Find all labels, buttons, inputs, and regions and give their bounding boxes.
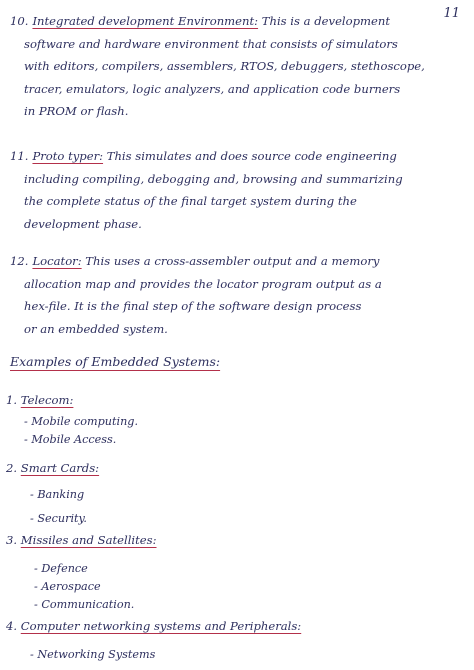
item-text-line: software and hardware environment that consists of simulators [24,36,398,51]
category-sub-item: - Mobile computing. [24,415,138,428]
item-text-line: allocation map and provides the locator program output as a [24,276,382,291]
section-heading: Examples of Embedded Systems: [10,354,221,369]
category-sub-item: - Mobile Access. [24,433,117,446]
item-term: Proto typer: [32,149,104,163]
category-title: Telecom: [20,393,74,407]
example-category-telecom [6,390,73,410]
category-sub-item: - Security. [30,512,87,525]
item-number: 11. [10,149,29,163]
category-sub-item: - Banking [30,488,85,501]
item-text-line: with editors, compilers, assemblers, RTOS, debuggers, stethoscope, [24,59,425,73]
item-number: 10. [10,14,29,28]
category-title: Missiles and Satellites: [20,533,157,547]
item-text-line: This uses a cross-assembler output and a memory [81,254,380,268]
category-number: 2. [6,461,18,475]
definition-item-locator [10,250,466,340]
item-text-line: the complete status of the final target system during the [24,194,357,208]
category-number: 1. [6,393,18,407]
item-text-line: or an embedded system. [24,321,168,336]
category-sub-item: - Defence [34,562,88,575]
category-title: Computer networking systems and Peripherals: [20,619,302,633]
item-number: 12. [10,254,29,268]
example-category-smart-cards [6,458,99,478]
category-number: 3. [6,533,18,547]
item-first-line [10,145,466,168]
item-first-line [10,10,466,33]
item-text-line: This is a development [258,14,391,28]
category-title: Smart Cards: [20,461,100,475]
item-text-line: development phase. [24,216,142,231]
category-sub-item: - Aerospace [34,580,101,593]
example-category-computer-networking [6,616,301,636]
item-term: Locator: [32,254,82,268]
category-number: 4. [6,619,18,633]
category-sub-item: - Communication. [34,598,135,611]
item-text-line: including compiling, debogging and, browsing and summarizing [24,171,403,186]
definition-item-proto-typer [10,145,466,235]
item-text-line: hex-file. It is the final step of the software design process [24,299,362,313]
category-sub-item: - Networking Systems [30,648,156,661]
item-text-line: This simulates and does source code engineering [103,149,397,163]
item-term: Integrated development Environment: [32,14,259,28]
item-first-line [10,250,466,273]
page-number: 11 [443,6,460,21]
definition-item-integrated-development-environment [10,10,466,123]
example-category-missiles-and-satellites [6,530,157,550]
item-text-line: tracer, emulators, logic analyzers, and application code burners [24,81,401,96]
item-text-line: in PROM or flash. [24,104,129,118]
